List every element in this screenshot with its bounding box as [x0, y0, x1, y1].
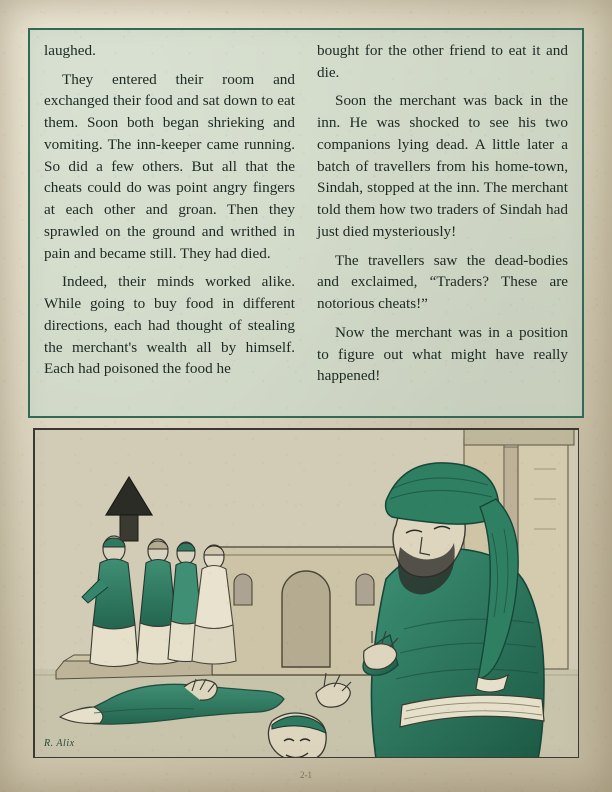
- paragraph: laughed.: [44, 42, 96, 59]
- illustration-artwork: [34, 429, 579, 758]
- text-frame: [28, 28, 584, 418]
- illustration-frame: [33, 428, 579, 758]
- left-column: [44, 40, 295, 408]
- page-folio: 2-1: [300, 770, 312, 780]
- paragraph: They entered their room and exchanged their food and sat down to eat them. Soon both began shrieking and vomiting. The inn-keeper came running. So did a few others. But all that the cheats could do was point angry fingers at each other and groan. Then they sprawled on the ground and writhed in pain and became still. They had died.: [44, 70, 295, 262]
- text-columns: [34, 34, 578, 412]
- paragraph: Indeed, their minds worked alike. While going to buy food in different directions, each had thought of stealing the merchant's wealth all by himself. Each had poisoned the food he: [44, 273, 295, 378]
- artist-signature: R. Alix: [44, 738, 75, 749]
- paragraph: bought for the other friend to eat it and die.: [317, 42, 568, 81]
- paragraph: Soon the merchant was back in the inn. He was shocked to see his two companions lying dead. A little later a batch of travellers from his home-town, Sindah, stopped at the inn. The merchant told them how two traders of Sindah had just died mysteriously!: [317, 92, 568, 240]
- paragraph: The travellers saw the dead-bodies and exclaimed, “Traders? These are notorious cheats!”: [317, 251, 568, 313]
- paragraph: Now the merchant was in a position to figure out what might have really happened!: [317, 323, 568, 385]
- right-column: [317, 40, 568, 408]
